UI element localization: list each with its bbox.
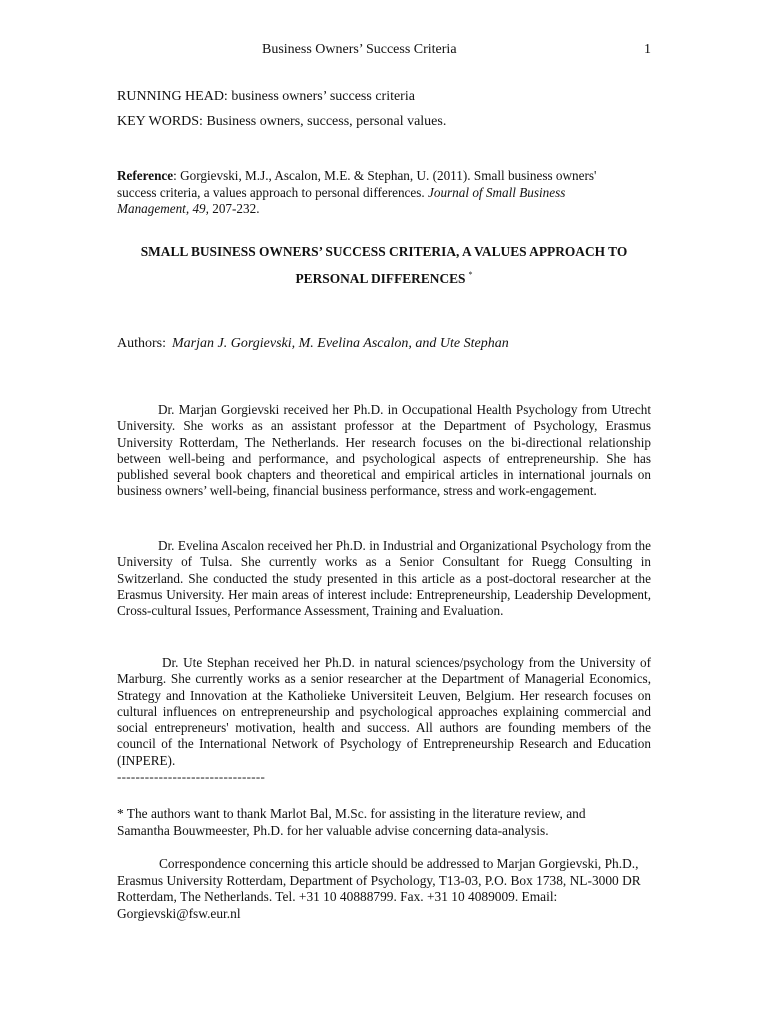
reference-label: Reference — [117, 168, 174, 183]
article-title-text: PERSONAL DIFFERENCES — [295, 271, 466, 286]
footnote-marker: * — [468, 270, 473, 279]
running-head-line: RUNNING HEAD: business owners’ success criteria — [117, 89, 415, 104]
acknowledgement-footnote: * The authors want to thank Marlot Bal, M.Sc. for assisting in the literature review, and Samantha Bouwmeester, Ph.D. for her valuable advise concerning data-analysis. — [117, 806, 586, 838]
running-header — [0, 42, 768, 62]
authors-line — [117, 336, 509, 352]
reference-block — [117, 168, 637, 218]
header-title: Business Owners’ Success Criteria — [262, 42, 457, 57]
author-bio-stephan — [117, 655, 651, 769]
reference-journal: Journal of Small Business Management, 49, — [117, 184, 566, 216]
author-bio-gorgievski — [117, 402, 651, 500]
authors-names: Marjan J. Gorgievski, M. Evelina Ascalon, and Ute Stephan — [172, 336, 509, 351]
bio-paragraph: Dr. Evelina Ascalon received her Ph.D. in Industrial and Organizational Psychology from the University of Tulsa. She currently works as a Senior Consultant for Ruegg Consulting in Switzerland. She conducted the study presented in this article as a post-doctoral researcher at the Erasmus University. Her main areas of interest include: Entrepreneurship, Leadership Development, Cross-cultural Issues, Performance Assessment, Training and Evaluation. — [117, 538, 651, 619]
reference-text: : Gorgievski, M.J., Ascalon, M.E. & Stephan, U. (2011). Small business owners' success criteria, a values approach to personal differences. — [117, 168, 597, 200]
page-number: 1 — [644, 42, 651, 57]
key-words-line: KEY WORDS: Business owners, success, personal values. — [117, 114, 447, 129]
author-bio-ascalon — [117, 538, 651, 619]
article-title-line-1: SMALL BUSINESS OWNERS’ SUCCESS CRITERIA, A VALUES APPROACH TO — [140, 244, 628, 259]
bio-paragraph: Dr. Ute Stephan received her Ph.D. in natural sciences/psychology from the University of Marburg. She currently works as a senior researcher at the Department of Managerial Economics, Strategy and Innovation at the Katholieke Universiteit Leuven, Belgium. Her research focuses on cultural influences on entrepreneurship and psychological approaches explaining commercial and social entrepreneurs' motivation, health and success. All authors are founding members of the council of the International Network of Psychology of Entrepreneurship Research and Education (INPERE). — [117, 655, 651, 768]
footnote-separator: -------------------------------- — [117, 769, 266, 784]
authors-label: Authors: — [117, 336, 166, 351]
article-title-line-2 — [100, 270, 668, 287]
reference-pages: 207-232. — [208, 201, 260, 216]
correspondence-paragraph: Correspondence concerning this article should be addressed to Marjan Gorgievski, Ph.D., Erasmus University Rotterdam, Department of Psychology, T13-03, P.O. Box 1738, NL-3000 DR Rotterdam, The Netherlands. Tel. +31 10 40888799. Fax. +31 10 4089009. Email: Gorgievski@fsw.eur.nl — [117, 856, 641, 921]
bio-paragraph: Dr. Marjan Gorgievski received her Ph.D. in Occupational Health Psychology from Utrecht University. She works as an assistant professor at the Department of Psychology, Erasmus University Rotterdam, The Netherlands. Her research focuses on the bi-directional relationship between well-being and performance, and psychological aspects of entrepreneurship. She has published several book chapters and theoretical and empirical articles in international journals on business owners’ well-being, financial business performance, stress and work-engagement. — [117, 402, 651, 499]
correspondence-block — [117, 856, 647, 922]
